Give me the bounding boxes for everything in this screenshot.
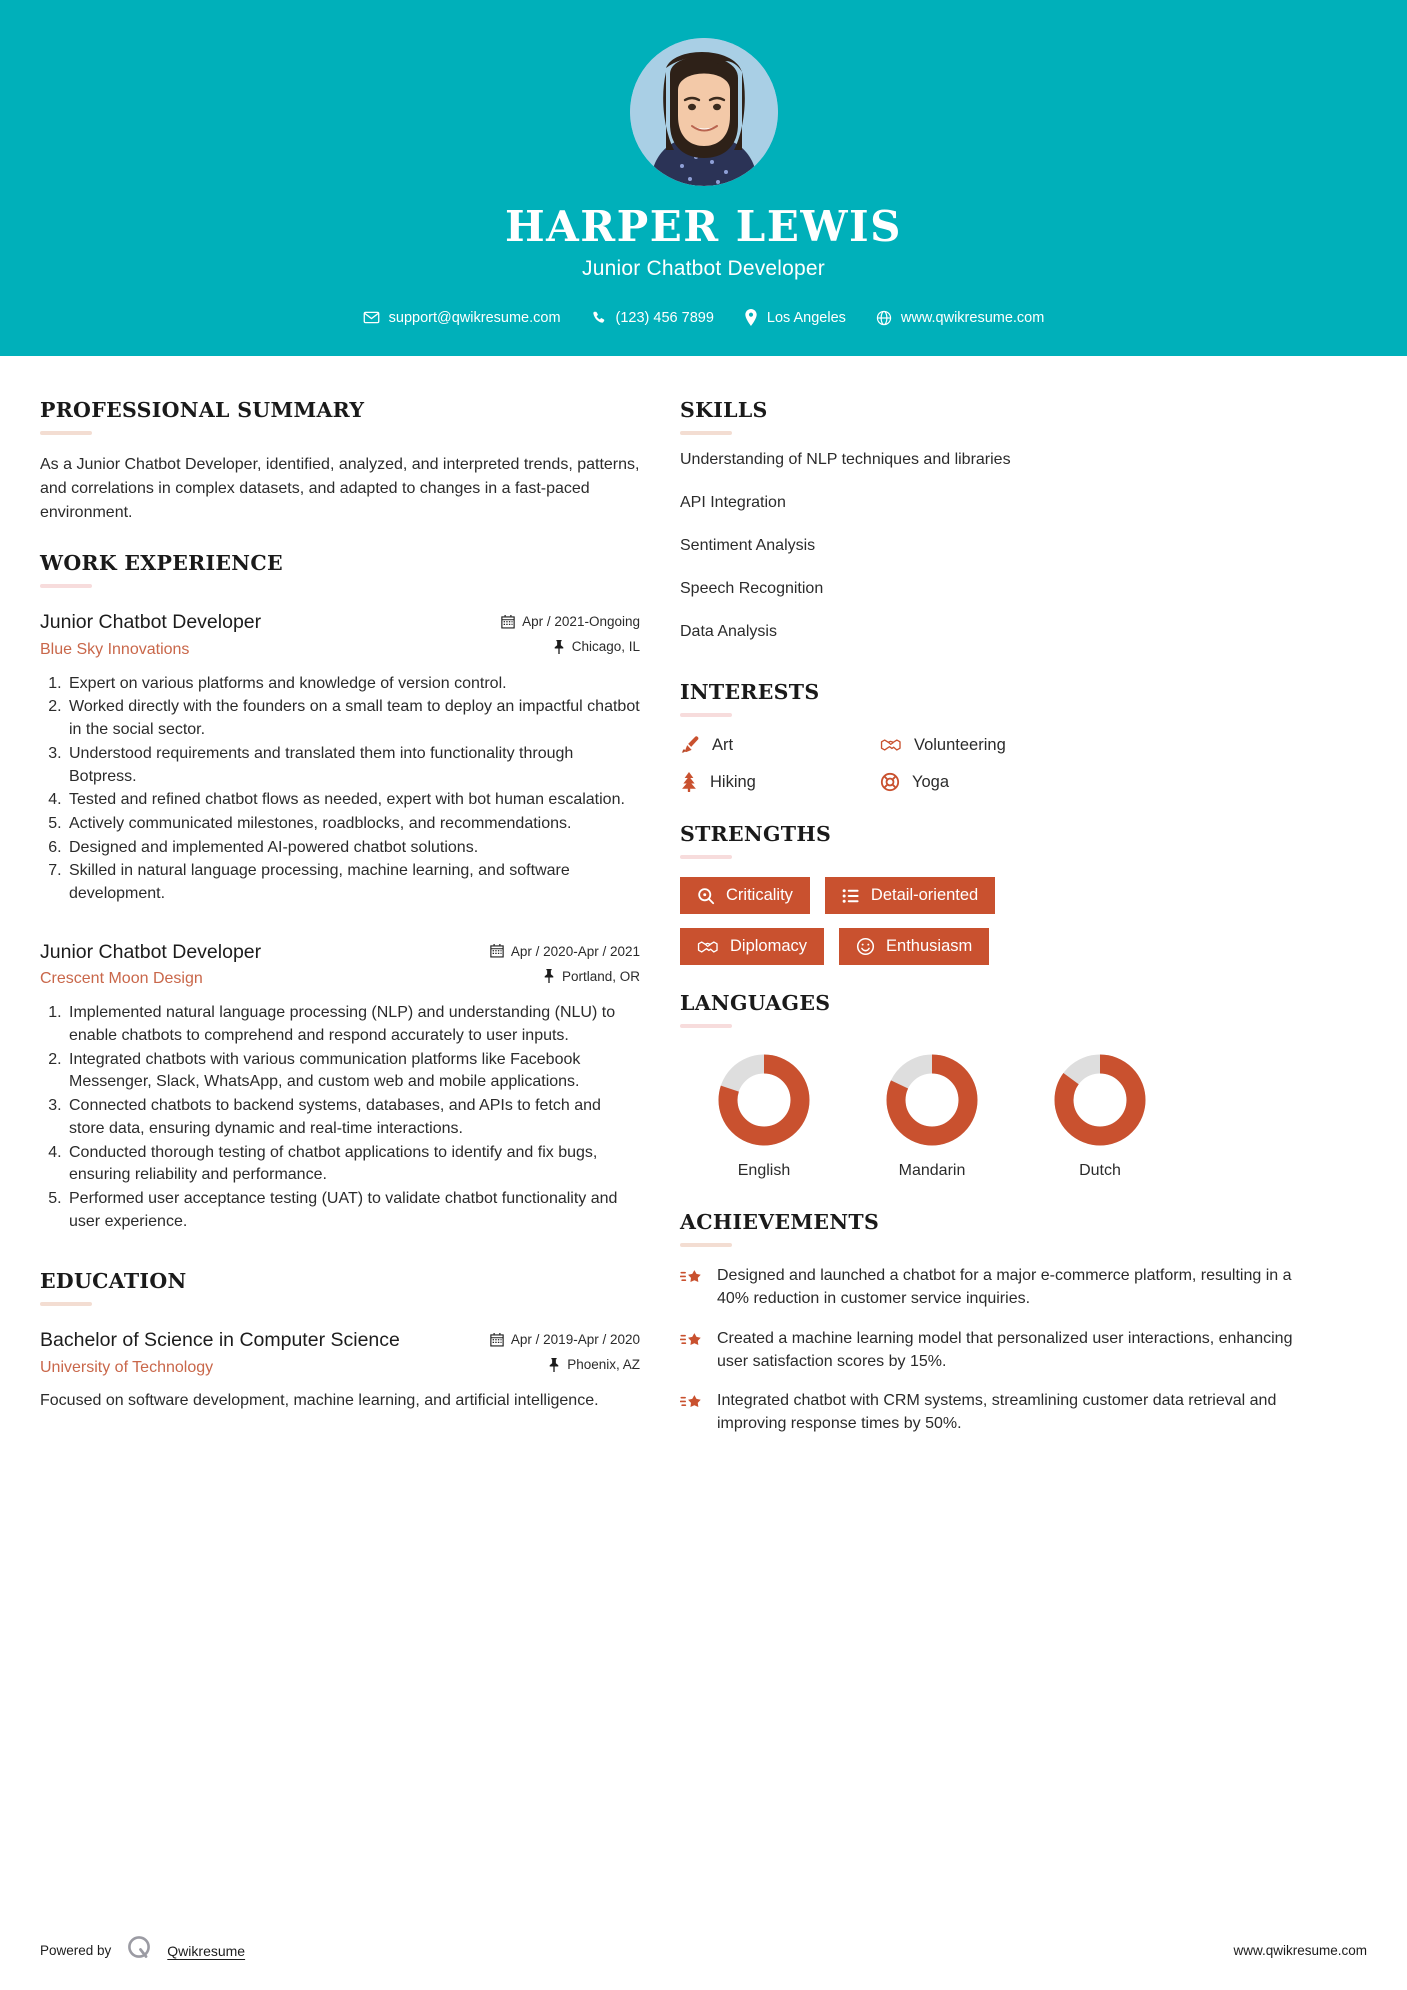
section-skills: [680, 398, 1300, 650]
work-date: [501, 614, 640, 629]
language-label: Mandarin: [898, 1162, 966, 1180]
shooting-star-icon: [680, 1265, 704, 1310]
smiley-icon: [856, 937, 875, 956]
work-location: [490, 969, 640, 984]
work-date-text: Apr / 2020-Apr / 2021: [510, 943, 640, 959]
education-date: [490, 1332, 640, 1347]
section-education: [40, 1269, 640, 1412]
work-bullet: 3. Understood requirements and translated them into functionality through Botpress.: [66, 743, 640, 788]
shooting-star-icon: [680, 1328, 704, 1373]
education-degree: Bachelor of Science in Computer Science: [40, 1329, 400, 1352]
phone-icon: [591, 310, 607, 326]
candidate-job-title: Junior Chatbot Developer: [582, 257, 825, 281]
skill-name: Understanding of NLP techniques and libraries: [680, 451, 1011, 469]
work-bullet-list: [40, 673, 640, 906]
work-company: Blue Sky Innovations: [40, 640, 190, 658]
languages-heading: LANGUAGES: [680, 991, 831, 1016]
shooting-star-icon: [680, 1390, 704, 1435]
work-bullet: 2. Integrated chatbots with various communication platforms like Facebook Messenger, Slack, WhatsApp, and custom web and mobile applications.: [66, 1049, 640, 1094]
candidate-name: HARPER LEWIS: [505, 202, 902, 251]
work-entry-left: [40, 940, 478, 988]
strength-chip: [825, 877, 995, 914]
interest-label: Yoga: [912, 772, 950, 791]
contact-website[interactable]: [876, 310, 1044, 326]
contact-email-text: support@qwikresume.com: [388, 309, 561, 326]
strength-row: [680, 928, 1300, 965]
section-languages: [680, 991, 1300, 1180]
avatar-photo-icon: [630, 38, 778, 186]
handshake-icon: [697, 938, 719, 956]
left-column: [40, 398, 640, 1915]
work-bullet: 3. Connected chatbots to backend systems, databases, and APIs to fetch and store data, ensuring dynamic and real-time interactions.: [66, 1095, 640, 1140]
education-entry-list: [40, 1328, 640, 1412]
language-donut-chart: [714, 1050, 814, 1150]
calendar-icon: [501, 615, 515, 629]
contact-email[interactable]: [363, 309, 561, 326]
education-entry-meta: [490, 1328, 640, 1372]
work-entry-meta: [501, 610, 640, 654]
skill-name: Data Analysis: [680, 623, 777, 641]
work-entry: [40, 610, 640, 906]
interest-item: [880, 772, 1300, 792]
language-donut-chart: [1050, 1050, 1150, 1150]
strength-label: Detail-oriented: [870, 886, 979, 905]
strengths-heading: STRENGTHS: [680, 822, 832, 847]
handshake-icon: [880, 736, 902, 754]
qwikresume-link[interactable]: Qwikresume: [167, 1942, 246, 1959]
section-rule: [680, 431, 732, 435]
strengths-list: [680, 877, 1300, 965]
work-role: Junior Chatbot Developer: [40, 611, 262, 634]
section-interests: [680, 680, 1300, 792]
work-heading: WORK EXPERIENCE: [40, 551, 283, 576]
skill-name: Speech Recognition: [680, 580, 824, 598]
work-location: [501, 639, 640, 654]
language-item: [848, 1050, 1016, 1180]
work-date-text: Apr / 2021-Ongoing: [522, 614, 640, 630]
education-entry-left: [40, 1328, 478, 1376]
language-donut-chart: [882, 1050, 982, 1150]
contact-location-text: Los Angeles: [766, 309, 846, 326]
skill-item: [680, 537, 1300, 564]
resume-body: [0, 356, 1407, 1915]
calendar-icon: [490, 1333, 504, 1347]
achievements-list: [680, 1265, 1300, 1435]
work-bullet: 2. Worked directly with the founders on a small team to deploy an impactful chatbot in the social sector.: [66, 696, 640, 741]
avatar: [630, 38, 778, 186]
education-heading: EDUCATION: [40, 1269, 187, 1294]
skills-list: [680, 451, 1300, 650]
achievement-text: Integrated chatbot with CRM systems, streamlining customer data retrieval and improving response times by 50%.: [717, 1392, 1277, 1432]
paintbrush-icon: [680, 735, 700, 755]
contact-phone[interactable]: [591, 310, 714, 326]
section-rule: [680, 855, 732, 859]
section-work-experience: [40, 551, 640, 1233]
work-entry-header: [40, 940, 640, 988]
work-entry-left: [40, 610, 489, 658]
language-label: Dutch: [1079, 1162, 1121, 1180]
pushpin-icon: [543, 969, 555, 983]
education-date-text: Apr / 2019-Apr / 2020: [510, 1332, 640, 1348]
section-rule: [40, 584, 92, 588]
skill-item: [680, 494, 1300, 521]
education-description: Focused on software development, machine learning, and artificial intelligence.: [40, 1391, 599, 1409]
right-column: [680, 398, 1300, 1915]
resume-header: [0, 0, 1407, 356]
interest-item: [680, 772, 880, 792]
skill-item: [680, 451, 1300, 478]
work-bullet: 1. Implemented natural language processing (NLP) and understanding (NLU) to enable chatbots to comprehend and respond accurately to user inputs.: [66, 1002, 640, 1047]
location-pin-icon: [744, 309, 758, 326]
work-bullet: 5. Performed user acceptance testing (UAT) to validate chatbot functionality and user experience.: [66, 1188, 640, 1233]
contact-website-text: www.qwikresume.com: [900, 309, 1045, 326]
contact-location: [744, 309, 846, 326]
interest-label: Hiking: [710, 772, 756, 791]
section-rule: [680, 1024, 732, 1028]
strength-row: [680, 877, 1300, 914]
achievement-item: [680, 1390, 1300, 1435]
pushpin-icon: [553, 640, 565, 654]
work-company: Crescent Moon Design: [40, 970, 203, 988]
section-professional-summary: [40, 398, 640, 525]
magnifier-icon: [697, 887, 715, 905]
skills-heading: SKILLS: [680, 398, 768, 423]
calendar-icon: [490, 944, 504, 958]
skill-item: [680, 623, 1300, 650]
skill-name: API Integration: [680, 494, 786, 512]
achievement-text: Created a machine learning model that personalized user interactions, enhancing user satisfaction scores by 15%.: [717, 1329, 1293, 1370]
skill-item: [680, 580, 1300, 607]
globe-icon: [876, 310, 892, 326]
section-rule: [40, 1302, 92, 1306]
education-entry-header: [40, 1328, 640, 1376]
work-bullet: 7. Skilled in natural language processing, machine learning, and software development.: [66, 860, 640, 905]
language-item: [680, 1050, 848, 1180]
achievement-item: [680, 1265, 1300, 1310]
powered-by-label: Powered by: [40, 1943, 112, 1958]
skill-name: Sentiment Analysis: [680, 537, 816, 555]
work-bullet-list: [40, 1002, 640, 1233]
interest-label: Volunteering: [914, 735, 1006, 754]
summary-text: As a Junior Chatbot Developer, identified, analyzed, and interpreted trends, patterns, and correlations in complex datasets, and adapted to changes in a fast-paced environment.: [40, 456, 640, 522]
section-rule: [680, 713, 732, 717]
list-icon: [842, 887, 860, 905]
languages-list: [680, 1050, 1300, 1180]
education-entry: [40, 1328, 640, 1412]
qwikresume-logo-icon: [124, 1933, 154, 1968]
strength-chip: [680, 928, 824, 965]
work-entry-header: [40, 610, 640, 658]
language-label: English: [737, 1162, 791, 1180]
pushpin-icon: [548, 1358, 560, 1372]
work-entry-meta: [490, 940, 640, 984]
pine-tree-icon: [680, 772, 698, 792]
work-bullet: 4. Tested and refined chatbot flows as needed, expert with bot human escalation.: [66, 789, 640, 812]
section-achievements: [680, 1210, 1300, 1435]
achievement-item: [680, 1328, 1300, 1373]
strength-label: Diplomacy: [730, 937, 808, 956]
strength-label: Enthusiasm: [886, 937, 973, 956]
education-school: University of Technology: [40, 1358, 214, 1376]
interests-heading: INTERESTS: [680, 680, 820, 705]
achievement-text: Designed and launched a chatbot for a major e-commerce platform, resulting in a 40% reduction in customer service inquiries.: [717, 1267, 1292, 1308]
education-location-text: Phoenix, AZ: [567, 1357, 640, 1373]
work-role: Junior Chatbot Developer: [40, 940, 262, 963]
interests-list: [680, 735, 1300, 792]
work-bullet: 5. Actively communicated milestones, roadblocks, and recommendations.: [66, 813, 640, 836]
education-location: [490, 1357, 640, 1372]
section-strengths: [680, 822, 1300, 965]
work-location-text: Chicago, IL: [571, 639, 640, 655]
contact-phone-text: (123) 456 7899: [615, 309, 714, 326]
interest-label: Art: [712, 735, 734, 754]
work-bullet: 1. Expert on various platforms and knowledge of version control.: [66, 673, 640, 696]
contact-row: [0, 309, 1407, 326]
interest-item: [680, 735, 880, 755]
summary-heading: PROFESSIONAL SUMMARY: [40, 398, 365, 423]
work-entry: [40, 940, 640, 1234]
lifebuoy-icon: [880, 772, 900, 792]
work-bullet: 6. Designed and implemented AI-powered chatbot solutions.: [66, 837, 640, 860]
section-rule: [680, 1243, 732, 1247]
work-date: [490, 944, 640, 959]
strength-chip: [680, 877, 810, 914]
strength-chip: [839, 928, 989, 965]
envelope-icon: [363, 309, 380, 326]
work-entry-list: [40, 610, 640, 1233]
resume-footer: [0, 1915, 1407, 1990]
work-bullet: 4. Conducted thorough testing of chatbot applications to identify and fix bugs, ensuring reliability and performance.: [66, 1142, 640, 1187]
strength-label: Criticality: [726, 886, 793, 905]
language-item: [1016, 1050, 1184, 1180]
section-rule: [40, 431, 92, 435]
work-location-text: Portland, OR: [561, 968, 640, 984]
achievements-heading: ACHIEVEMENTS: [680, 1210, 880, 1235]
footer-branding: [40, 1933, 245, 1968]
interest-item: [880, 735, 1300, 755]
footer-url: www.qwikresume.com: [1233, 1943, 1367, 1958]
